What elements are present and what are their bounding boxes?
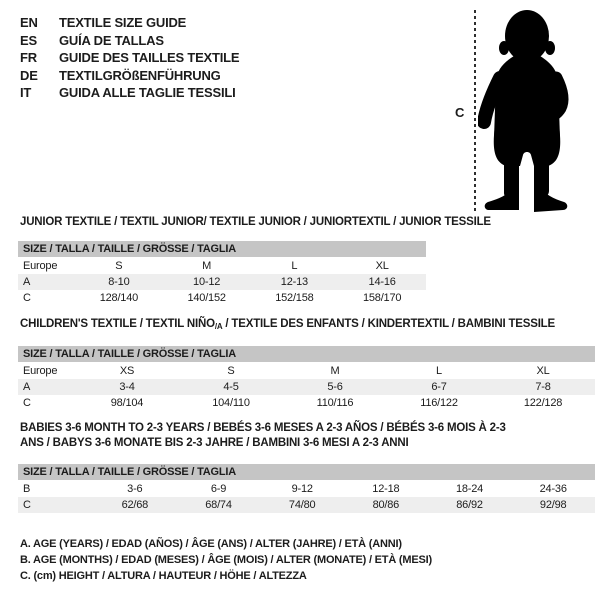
language-title: GUIDA ALLE TAGLIE TESSILI xyxy=(59,85,236,100)
size-cell: XL xyxy=(375,260,389,272)
table-title-part: / TEXTILE DES ENFANTS / KINDERTEXTIL / BAMBINI TESSILE xyxy=(222,318,555,330)
footnote: B. AGE (MONTHS) / EDAD (MESES) / ÂGE (MOIS) / ALTER (MONATE) / ETÀ (MESI) xyxy=(20,554,432,566)
table-rows xyxy=(18,481,595,513)
row-label: C xyxy=(23,397,31,409)
size-cell: 3-4 xyxy=(119,381,135,393)
size-cell: 6-9 xyxy=(210,483,227,495)
size-cell: 128/140 xyxy=(99,292,139,304)
size-cell: 8-10 xyxy=(108,276,130,288)
babies-size-table xyxy=(18,464,595,513)
language-row xyxy=(20,32,239,50)
size-cell: L xyxy=(291,260,298,272)
size-cell: 158/170 xyxy=(362,292,402,304)
size-cell: 62/68 xyxy=(121,499,149,511)
table-row xyxy=(18,258,426,274)
size-cell: 12-13 xyxy=(280,276,308,288)
size-cell: 9-12 xyxy=(291,483,313,495)
row-label: C xyxy=(23,499,31,511)
language-row xyxy=(20,67,239,85)
size-cell: 80/86 xyxy=(372,499,400,511)
size-cell: 116/122 xyxy=(420,397,458,409)
children-size-table xyxy=(18,346,595,411)
size-cell: 7-8 xyxy=(535,381,551,393)
size-cell: 92/98 xyxy=(539,499,567,511)
table-title-part: /A xyxy=(214,322,223,331)
size-cell: 14-16 xyxy=(368,276,396,288)
language-code: DE xyxy=(20,67,38,83)
row-label: Europe xyxy=(23,365,58,377)
row-label: A xyxy=(23,381,31,393)
children-section-title xyxy=(20,317,595,334)
size-cell: M xyxy=(202,260,212,272)
size-cell: 4-5 xyxy=(223,381,239,393)
row-label: C xyxy=(23,292,31,304)
table-row xyxy=(18,481,595,497)
row-label: B xyxy=(23,483,31,495)
junior-size-table xyxy=(18,241,426,306)
table-rows xyxy=(18,258,426,306)
language-code: FR xyxy=(20,50,37,65)
size-cell: 140/152 xyxy=(187,292,226,304)
size-cell: S xyxy=(227,365,235,377)
size-cell: 12-18 xyxy=(372,483,400,495)
size-table-header-bar: SIZE / TALLA / TAILLE / GRÖSSE / TAGLIA xyxy=(18,346,595,362)
size-cell: 18-24 xyxy=(455,483,484,495)
size-cell: S xyxy=(115,260,123,272)
language-row xyxy=(20,14,239,32)
language-title: TEXTILE SIZE GUIDE xyxy=(59,15,187,30)
size-table-header-bar: SIZE / TALLA / TAILLE / GRÖSSE / TAGLIA xyxy=(18,464,595,480)
language-row xyxy=(20,49,239,67)
height-measure-label: C xyxy=(455,105,465,120)
table-row xyxy=(18,363,595,379)
footnote: A. AGE (YEARS) / EDAD (AÑOS) / ÂGE (ANS) / ALTER (JAHRE) / ETÀ (ANNI) xyxy=(20,538,402,550)
footnote: C. (cm) HEIGHT / ALTURA / HAUTEUR / HÖHE / ALTEZZA xyxy=(20,570,307,582)
table-rows xyxy=(18,363,595,411)
size-cell: 74/80 xyxy=(288,499,316,511)
toddler-silhouette-icon xyxy=(478,6,586,214)
size-cell: M xyxy=(330,365,340,377)
size-cell: 152/158 xyxy=(275,292,314,304)
language-title: GUIDE DES TAILLES TEXTILE xyxy=(59,50,240,65)
size-cell: 6-7 xyxy=(431,381,447,393)
size-cell: L xyxy=(436,365,442,377)
row-label: Europe xyxy=(23,260,58,272)
size-cell: 24-36 xyxy=(539,483,567,495)
size-cell: 98/104 xyxy=(110,397,144,409)
language-row xyxy=(20,84,239,102)
language-code: EN xyxy=(20,15,38,30)
language-code: ES xyxy=(20,32,37,48)
table-row xyxy=(18,379,595,395)
language-title: TEXTILGRÖßENFÜHRUNG xyxy=(59,67,221,83)
table-row xyxy=(18,290,426,306)
table-title-part: JUNIOR TEXTILE / TEXTIL JUNIOR/ TEXTILE JUNIOR / JUNIORTEXTIL / JUNIOR TESSILE xyxy=(20,216,491,228)
size-cell: XL xyxy=(536,365,550,377)
size-cell: 122/128 xyxy=(523,397,563,409)
language-title: GUÍA DE TALLAS xyxy=(59,32,164,48)
size-cell: 104/110 xyxy=(212,397,250,409)
size-table-header-bar: SIZE / TALLA / TAILLE / GRÖSSE / TAGLIA xyxy=(18,241,426,257)
footnote-legend xyxy=(20,536,432,584)
language-code: IT xyxy=(20,85,32,100)
table-row xyxy=(18,274,426,290)
row-label: A xyxy=(23,276,31,288)
table-row xyxy=(18,395,595,411)
size-cell: 5-6 xyxy=(327,381,343,393)
junior-section-title xyxy=(20,215,580,230)
height-dashed-line xyxy=(474,10,476,212)
table-row xyxy=(18,497,595,513)
size-cell: 10-12 xyxy=(193,276,221,288)
language-list xyxy=(20,14,239,102)
size-cell: 86/92 xyxy=(456,499,483,511)
table-title-part: BABIES 3-6 MONTH TO 2-3 YEARS / BEBÉS 3-6 MESES A 2-3 AÑOS / BÉBÉS 3-6 MOIS À 2-3 ANS / BABYS 3-6 MONATE BIS 2-3 JAHRE / BAMBINI 3-6 MESI A 2-3 ANNI xyxy=(20,422,506,449)
size-cell: 110/116 xyxy=(316,397,354,409)
size-cell: XS xyxy=(119,365,135,377)
size-cell: 3-6 xyxy=(127,483,143,495)
babies-section-title xyxy=(20,421,525,451)
table-title-part: CHILDREN'S TEXTILE / TEXTIL NIÑO xyxy=(20,318,215,330)
size-cell: 68/74 xyxy=(205,499,232,511)
